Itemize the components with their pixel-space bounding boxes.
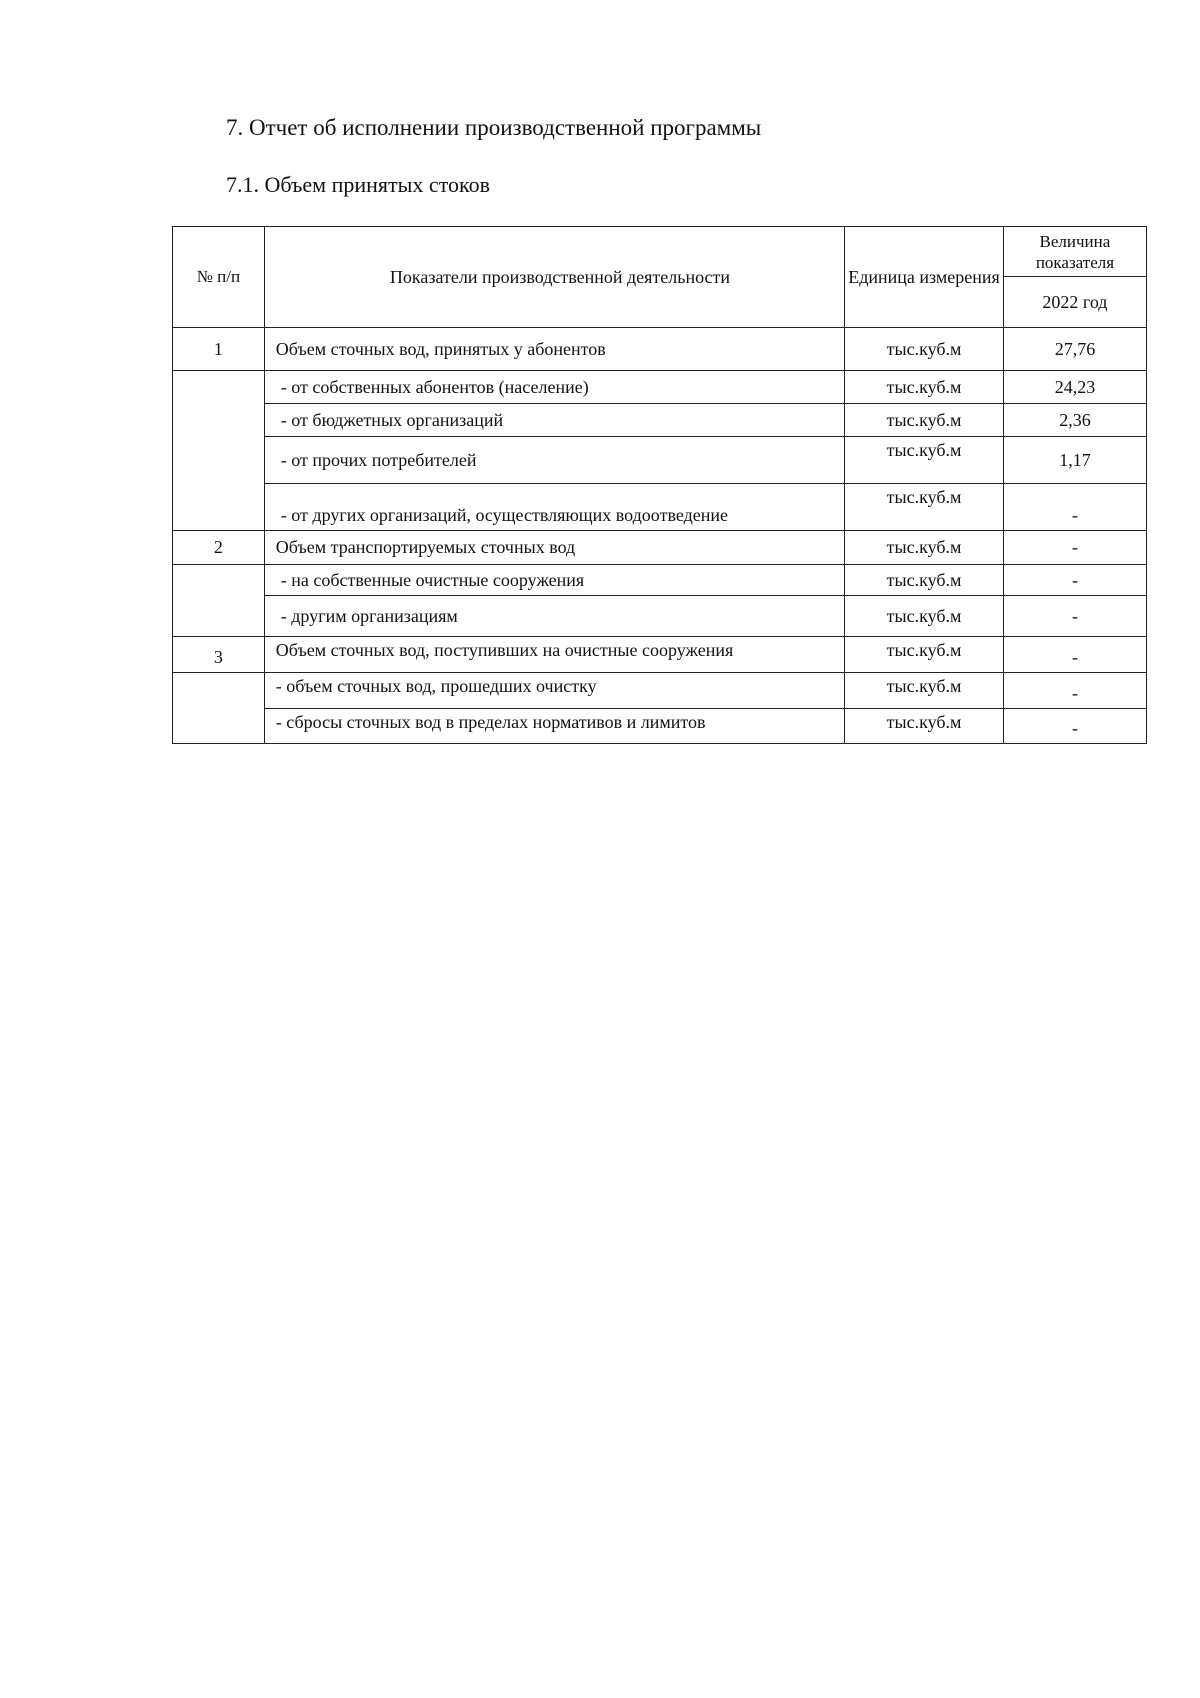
row-indicator: - от собственных абонентов (население): [264, 371, 844, 404]
header-num: № п/п: [173, 227, 265, 328]
row-unit: тыс.куб.м: [845, 596, 1004, 637]
row-value: 2,36: [1003, 404, 1146, 437]
row-num-empty: [173, 371, 265, 531]
row-value: -: [1003, 596, 1146, 637]
table-row: [173, 709, 1147, 744]
row-value: 27,76: [1003, 328, 1146, 371]
row-unit: тыс.куб.м: [845, 531, 1004, 565]
row-unit: тыс.куб.м: [845, 637, 1004, 673]
document-heading: 7. Отчет об исполнении производственной программы: [226, 115, 762, 140]
row-indicator: - другим организациям: [264, 596, 844, 637]
row-indicator: - от прочих потребителей: [264, 437, 844, 484]
table-row: [173, 565, 1147, 596]
row-value: 1,17: [1003, 437, 1146, 484]
row-indicator: - объем сточных вод, прошедших очистку: [264, 673, 844, 709]
row-indicator: - от других организаций, осуществляющих водоотведение: [264, 484, 844, 531]
table-row: [173, 531, 1147, 565]
table-row: [173, 328, 1147, 371]
row-value: 24,23: [1003, 371, 1146, 404]
document-subheading: 7.1. Объем принятых стоков: [226, 172, 490, 197]
row-indicator: - сбросы сточных вод в пределах нормативов и лимитов: [264, 709, 844, 744]
row-num: 3: [173, 637, 265, 673]
row-value: -: [1003, 531, 1146, 565]
row-value: -: [1003, 484, 1146, 531]
header-unit: [845, 227, 1004, 328]
table-row: [173, 371, 1147, 404]
row-value: -: [1003, 637, 1146, 673]
row-num: 1: [173, 328, 265, 371]
row-indicator: Объем транспортируемых сточных вод: [264, 531, 844, 565]
row-value: -: [1003, 673, 1146, 709]
row-indicator: - на собственные очистные сооружения: [264, 565, 844, 596]
row-num-empty: [173, 565, 265, 637]
row-unit: тыс.куб.м: [845, 437, 1004, 484]
header-unit-label: Единица измерения: [848, 267, 1000, 287]
table-header: [173, 227, 1147, 328]
row-unit: тыс.куб.м: [845, 484, 1004, 531]
row-indicator: Объем сточных вод, поступивших на очистные сооружения: [264, 637, 844, 673]
table-row: [173, 637, 1147, 673]
header-indicator: Показатели производственной деятельности: [264, 227, 844, 328]
row-indicator: - от бюджетных организаций: [264, 404, 844, 437]
row-unit: тыс.куб.м: [845, 371, 1004, 404]
table-row: [173, 673, 1147, 709]
production-program-table: [172, 226, 1147, 744]
table-row: [173, 484, 1147, 531]
table-row: [173, 404, 1147, 437]
table-row: [173, 596, 1147, 637]
row-unit: тыс.куб.м: [845, 565, 1004, 596]
row-unit: тыс.куб.м: [845, 404, 1004, 437]
header-value-group: Величина показателя: [1003, 227, 1146, 277]
row-unit: тыс.куб.м: [845, 709, 1004, 744]
section-1: [173, 328, 1147, 531]
row-value: -: [1003, 709, 1146, 744]
row-unit: тыс.куб.м: [845, 673, 1004, 709]
row-unit: тыс.куб.м: [845, 328, 1004, 371]
section-3: [173, 637, 1147, 744]
row-value: -: [1003, 565, 1146, 596]
header-year: 2022 год: [1003, 277, 1146, 328]
section-2: [173, 531, 1147, 637]
table-row: [173, 437, 1147, 484]
row-num: 2: [173, 531, 265, 565]
row-num-empty: [173, 673, 265, 744]
row-indicator: Объем сточных вод, принятых у абонентов: [264, 328, 844, 371]
